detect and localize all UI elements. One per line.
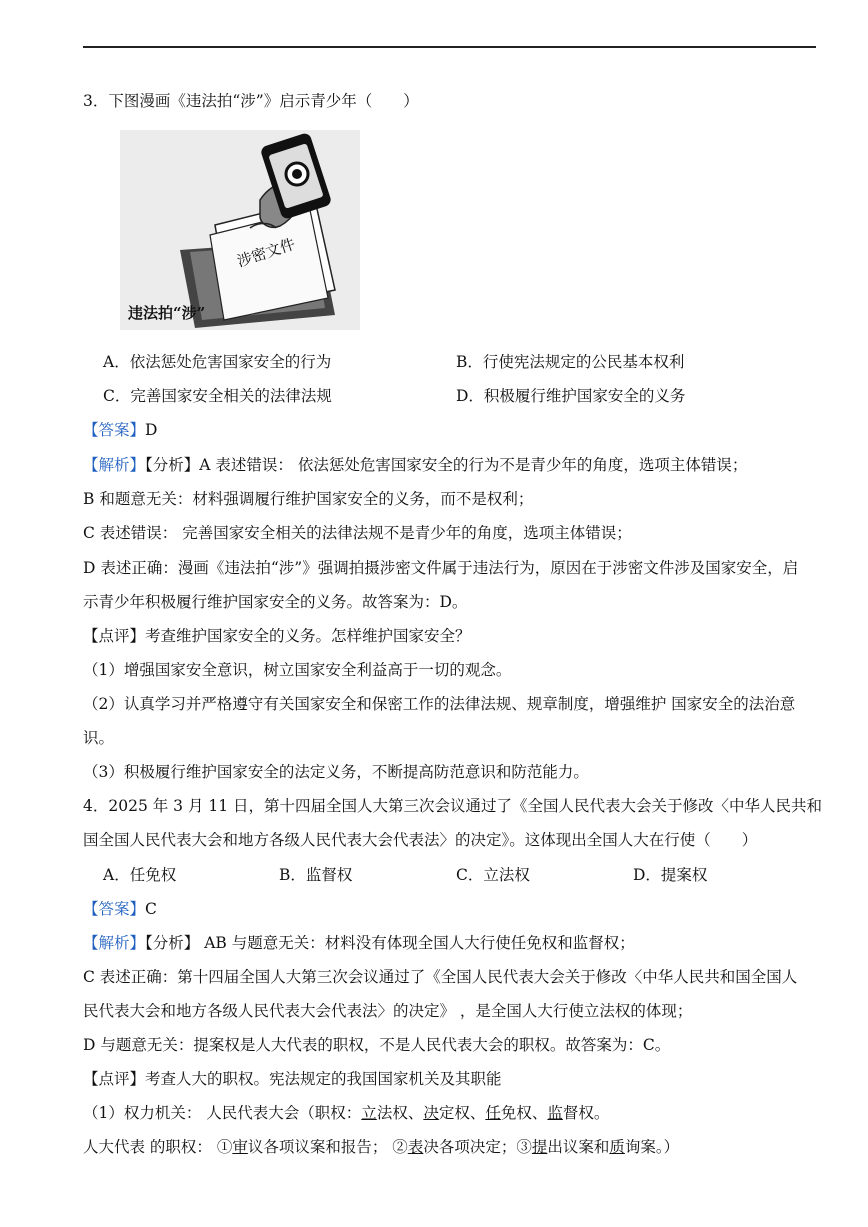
q3-stem: 3．下图漫画《违法拍“涉”》启示青少年（ ） [83,92,419,110]
q3-option-b: B．行使宪法规定的公民基本权利 [456,353,685,371]
q4-analysis-3: 民代表大会和地方各级人民代表大会代表法〉的决定》 ，是全国人大行使立法权的体现； [83,1002,693,1020]
comment-title: 考查人大的职权。宪法规定的我国国家机关及其职能 [145,1070,502,1088]
answer-value: D [145,421,158,439]
q3-comment-1: （1）增强国家安全意识，树立国家安全利益高于一切的观念。 [83,661,512,679]
q3-option-d: D．积极履行维护国家安全的义务 [456,387,686,405]
q3-comment-2a: （2）认真学习并严格遵守有关国家安全和保密工作的法律法规、规章制度，增强维护 国家安全的法治意 [83,695,796,713]
analysis-tag: 【解析】 [83,456,146,474]
comment-tag: 【点评】 [83,1070,146,1088]
q4-analysis-2: C 表述正确：第十四届全国人大第三次会议通过了《全国人民代表大会关于修改〈中华人民共和国全国人 [83,968,798,986]
q4-power-organ: （1）权力机关： 人民代表大会（职权：立法权、决定权、任免权、监督权。 [83,1104,610,1122]
answer-tag: 【答案】 [83,421,146,439]
q4-option-a: A．任免权 [103,866,177,884]
q3-analysis-2: B 和题意无关：材料强调履行维护国家安全的义务，而不是权利； [83,490,534,508]
q3-analysis-4: D 表述正确：漫画《违法拍“涉”》强调拍摄涉密文件属于违法行为，原因在于涉密文件涉及国家安全，启 [83,559,799,577]
analysis-tag: 【解析】 [83,934,146,952]
q4-stem-1: 4．2025 年 3 月 11 日，第十四届全国人大第三次会议通过了《全国人民代表大会关于修改〈中华人民共和 [83,797,823,815]
q4-rep-powers: 人大代表 的职权： ①审议各项议案和报告； ②表决各项决定；③提出议案和质询案。） [83,1138,680,1156]
q3-analysis-1 [83,455,747,475]
analysis-text: 【分析】A 表述错误： 依法惩处危害国家安全的行为不是青少年的角度，选项主体错误； [145,456,748,474]
q4-comment [83,1069,502,1089]
q4-analysis-4: D 与题意无关：提案权是人大代表的职权，不是人民代表大会的职权。故答案为：C。 [83,1036,671,1054]
q4-answer [83,899,157,919]
q3-comment-2b: 识。 [83,729,115,747]
q3-option-c: C．完善国家安全相关的法律法规 [103,387,332,405]
q4-analysis-1 [83,933,635,953]
answer-value: C [145,900,157,918]
answer-tag: 【答案】 [83,900,146,918]
q4-option-c: C．立法权 [456,866,530,884]
q3-comment-3: （3）积极履行维护国家安全的法定义务，不断提高防范意识和防范能力。 [83,763,589,781]
q4-option-d: D．提案权 [633,866,708,884]
q3-analysis-3: C 表述错误： 完善国家安全相关的法律法规不是青少年的角度，选项主体错误； [83,524,632,542]
paper-label: 涉密文件 [234,234,298,271]
q4-option-b: B．监督权 [279,866,353,884]
cartoon-caption: 违法拍“涉” [128,304,206,322]
q3-comment [83,626,471,646]
q4-stem-2: 国全国人民代表大会和地方各级人民代表大会代表法〉的决定》。这体现出全国人大在行使（ ） [83,831,758,849]
q3-option-a: A．依法惩处危害国家安全的行为 [103,353,332,371]
comment-title: 考查维护国家安全的义务。怎样维护国家安全？ [145,627,471,645]
q3-analysis-5: 示青少年积极履行维护国家安全的义务。故答案为：D。 [83,593,468,611]
header-rule [83,46,816,48]
cartoon-illegal-photo [120,130,360,330]
q3-answer [83,420,157,440]
analysis-text: 【分析】 AB 与题意无关：材料没有体现全国人大行使任免权和监督权； [145,934,635,952]
comment-tag: 【点评】 [83,627,146,645]
